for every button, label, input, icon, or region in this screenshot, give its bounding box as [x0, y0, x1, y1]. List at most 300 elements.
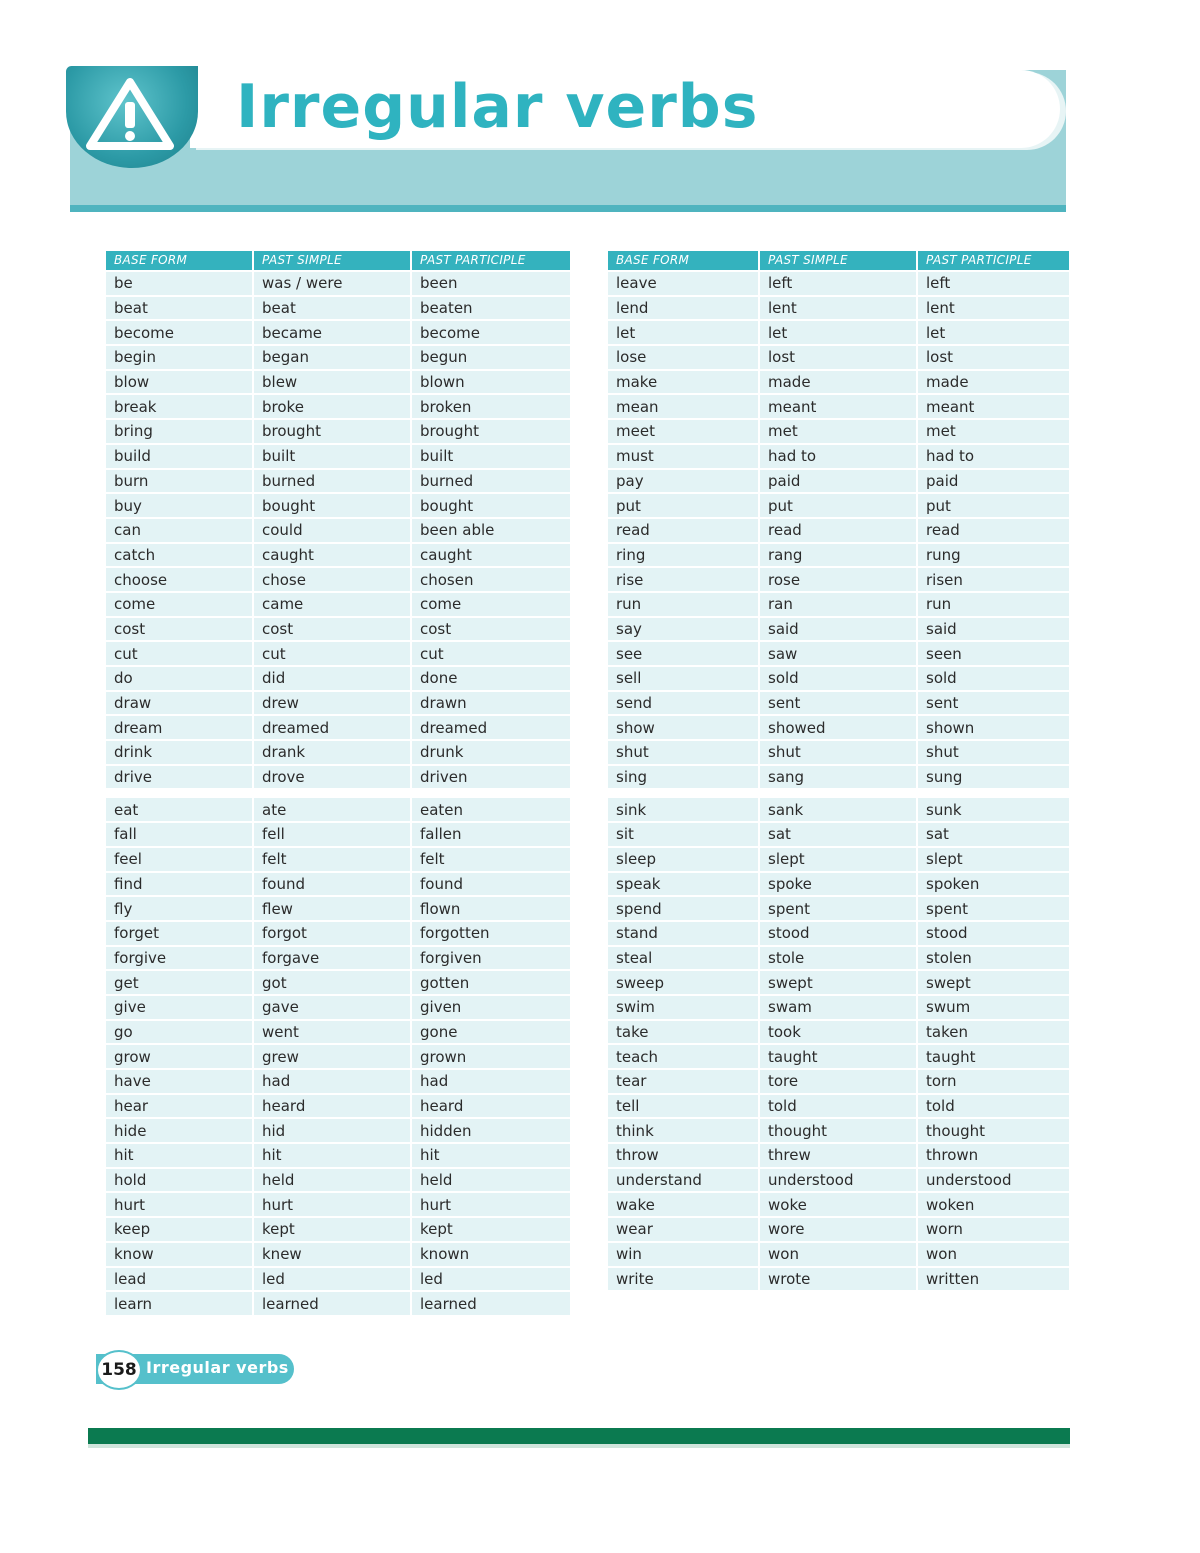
past-simple-cell: drove [254, 766, 410, 789]
table-row [106, 1169, 570, 1192]
base-form-cell: sing [608, 766, 758, 789]
base-form-cell: hear [106, 1095, 252, 1118]
base-form-cell: can [106, 519, 252, 542]
past-participle-cell: lent [918, 297, 1069, 320]
past-simple-cell: told [760, 1095, 916, 1118]
table-row [608, 519, 1069, 542]
past-simple-cell: held [254, 1169, 410, 1192]
base-form-cell: drink [106, 741, 252, 764]
base-form-cell: forget [106, 922, 252, 945]
past-simple-cell: spoke [760, 873, 916, 896]
table-row [608, 667, 1069, 690]
past-simple-cell: bought [254, 494, 410, 517]
separator-cell [608, 790, 758, 796]
past-participle-cell: led [412, 1268, 570, 1291]
past-simple-cell: came [254, 593, 410, 616]
base-form-cell: let [608, 321, 758, 344]
table-row [106, 823, 570, 846]
header-divider [70, 205, 1066, 212]
past-simple-cell: gave [254, 996, 410, 1019]
base-form-cell: hit [106, 1144, 252, 1167]
base-form-cell: bring [106, 420, 252, 443]
base-form-cell: make [608, 371, 758, 394]
table-row [608, 873, 1069, 896]
base-form-cell: mean [608, 395, 758, 418]
past-simple-cell: showed [760, 716, 916, 739]
group-separator [608, 790, 1069, 796]
table-row [106, 618, 570, 641]
base-form-cell: fall [106, 823, 252, 846]
table-row [106, 1095, 570, 1118]
past-simple-cell: read [760, 519, 916, 542]
past-simple-cell: did [254, 667, 410, 690]
past-participle-cell: built [412, 445, 570, 468]
past-simple-cell: brought [254, 420, 410, 443]
table-row [608, 494, 1069, 517]
table-row [106, 346, 570, 369]
past-participle-cell: learned [412, 1292, 570, 1315]
table-body [106, 272, 570, 1315]
past-simple-cell: forgave [254, 947, 410, 970]
past-participle-cell: shown [918, 716, 1069, 739]
table-row [608, 420, 1069, 443]
past-simple-cell: forgot [254, 922, 410, 945]
table-row [608, 272, 1069, 295]
table-row [106, 971, 570, 994]
past-participle-cell: sold [918, 667, 1069, 690]
past-simple-cell: said [760, 618, 916, 641]
base-form-cell: become [106, 321, 252, 344]
table-row [106, 692, 570, 715]
table-header-row [608, 251, 1069, 270]
base-form-cell: begin [106, 346, 252, 369]
base-form-cell: cost [106, 618, 252, 641]
past-simple-cell: spent [760, 897, 916, 920]
past-simple-cell: could [254, 519, 410, 542]
table-row [106, 395, 570, 418]
past-participle-cell: gotten [412, 971, 570, 994]
past-participle-cell: let [918, 321, 1069, 344]
table-row [106, 544, 570, 567]
past-simple-cell: beat [254, 297, 410, 320]
past-simple-cell: saw [760, 642, 916, 665]
past-participle-cell: bought [412, 494, 570, 517]
base-form-cell: sweep [608, 971, 758, 994]
past-simple-cell: shut [760, 741, 916, 764]
past-participle-cell: heard [412, 1095, 570, 1118]
verb-table-right [606, 249, 1071, 1292]
base-form-cell: learn [106, 1292, 252, 1315]
past-simple-cell: rang [760, 544, 916, 567]
table-row [106, 272, 570, 295]
base-form-cell: hold [106, 1169, 252, 1192]
table-row [106, 420, 570, 443]
table-row [106, 1218, 570, 1241]
past-simple-cell: understood [760, 1169, 916, 1192]
group-separator [106, 790, 570, 796]
past-simple-cell: drew [254, 692, 410, 715]
base-form-cell: throw [608, 1144, 758, 1167]
base-form-cell: blow [106, 371, 252, 394]
past-simple-cell: sent [760, 692, 916, 715]
table-row [608, 1119, 1069, 1142]
table-row [608, 1021, 1069, 1044]
table-row [106, 897, 570, 920]
table-row [106, 1045, 570, 1068]
table-row [608, 445, 1069, 468]
base-form-cell: pay [608, 470, 758, 493]
past-simple-cell: hurt [254, 1193, 410, 1216]
past-simple-cell: slept [760, 848, 916, 871]
past-participle-cell: had to [918, 445, 1069, 468]
past-participle-cell: lost [918, 346, 1069, 369]
base-form-cell: sit [608, 823, 758, 846]
past-participle-cell: come [412, 593, 570, 616]
base-form-cell: wear [608, 1218, 758, 1241]
past-simple-cell: thought [760, 1119, 916, 1142]
past-participle-cell: broken [412, 395, 570, 418]
base-form-cell: beat [106, 297, 252, 320]
past-participle-cell: hurt [412, 1193, 570, 1216]
table-row [106, 1292, 570, 1315]
base-form-cell: read [608, 519, 758, 542]
past-participle-cell: thrown [918, 1144, 1069, 1167]
past-participle-cell: chosen [412, 568, 570, 591]
past-participle-cell: rung [918, 544, 1069, 567]
base-form-cell: write [608, 1268, 758, 1291]
table-row [608, 996, 1069, 1019]
table-row [608, 741, 1069, 764]
table-row [608, 1218, 1069, 1241]
past-participle-cell: taught [918, 1045, 1069, 1068]
table-row [106, 741, 570, 764]
past-simple-cell: became [254, 321, 410, 344]
column-header-past-simple: PAST SIMPLE [760, 251, 916, 270]
base-form-cell: have [106, 1070, 252, 1093]
past-simple-cell: drank [254, 741, 410, 764]
base-form-cell: come [106, 593, 252, 616]
past-simple-cell: chose [254, 568, 410, 591]
past-simple-cell: left [760, 272, 916, 295]
past-participle-cell: become [412, 321, 570, 344]
table-row [106, 848, 570, 871]
past-simple-cell: broke [254, 395, 410, 418]
past-participle-cell: beaten [412, 297, 570, 320]
past-participle-cell: caught [412, 544, 570, 567]
base-form-cell: send [608, 692, 758, 715]
table-row [106, 593, 570, 616]
past-participle-cell: won [918, 1243, 1069, 1266]
past-participle-cell: had [412, 1070, 570, 1093]
base-form-cell: drive [106, 766, 252, 789]
base-form-cell: take [608, 1021, 758, 1044]
past-participle-cell: meant [918, 395, 1069, 418]
table-row [608, 947, 1069, 970]
base-form-cell: draw [106, 692, 252, 715]
past-participle-cell: swum [918, 996, 1069, 1019]
table-row [608, 593, 1069, 616]
table-row [106, 494, 570, 517]
past-participle-cell: forgotten [412, 922, 570, 945]
column-header-past-participle: PAST PARTICIPLE [412, 251, 570, 270]
base-form-cell: buy [106, 494, 252, 517]
past-participle-cell: given [412, 996, 570, 1019]
past-simple-cell: wrote [760, 1268, 916, 1291]
past-participle-cell: understood [918, 1169, 1069, 1192]
base-form-cell: sink [608, 798, 758, 821]
past-simple-cell: took [760, 1021, 916, 1044]
base-form-cell: sleep [608, 848, 758, 871]
base-form-cell: shut [608, 741, 758, 764]
base-form-cell: hide [106, 1119, 252, 1142]
table-row [608, 848, 1069, 871]
past-participle-cell: brought [412, 420, 570, 443]
table-row [608, 1243, 1069, 1266]
table-row [106, 445, 570, 468]
past-participle-cell: said [918, 618, 1069, 641]
table-row [106, 1268, 570, 1291]
table-row [106, 371, 570, 394]
past-participle-cell: flown [412, 897, 570, 920]
base-form-cell: eat [106, 798, 252, 821]
past-simple-cell: won [760, 1243, 916, 1266]
page-number: 158 [96, 1350, 142, 1390]
past-participle-cell: spoken [918, 873, 1069, 896]
separator-cell [760, 790, 916, 796]
past-participle-cell: forgiven [412, 947, 570, 970]
past-simple-cell: sang [760, 766, 916, 789]
past-simple-cell: swam [760, 996, 916, 1019]
table-row [106, 1119, 570, 1142]
footer-bar-shadow [88, 1444, 1070, 1448]
past-simple-cell: hit [254, 1144, 410, 1167]
base-form-cell: burn [106, 470, 252, 493]
table-row [608, 1268, 1069, 1291]
past-participle-cell: been [412, 272, 570, 295]
base-form-cell: catch [106, 544, 252, 567]
table-row [106, 1144, 570, 1167]
base-form-cell: meet [608, 420, 758, 443]
base-form-cell: run [608, 593, 758, 616]
footer-label: Irregular verbs [146, 1358, 289, 1377]
warning-icon [84, 76, 176, 152]
past-participle-cell: felt [412, 848, 570, 871]
past-participle-cell: grown [412, 1045, 570, 1068]
past-participle-cell: cut [412, 642, 570, 665]
base-form-cell: do [106, 667, 252, 690]
table-row [106, 519, 570, 542]
base-form-cell: sell [608, 667, 758, 690]
table-row [608, 395, 1069, 418]
past-simple-cell: knew [254, 1243, 410, 1266]
table-row [106, 1021, 570, 1044]
past-simple-cell: kept [254, 1218, 410, 1241]
past-participle-cell: taken [918, 1021, 1069, 1044]
column-header-past-simple: PAST SIMPLE [254, 251, 410, 270]
table-row [106, 798, 570, 821]
base-form-cell: teach [608, 1045, 758, 1068]
base-form-cell: lead [106, 1268, 252, 1291]
table-row [608, 642, 1069, 665]
base-form-cell: wake [608, 1193, 758, 1216]
table-row [608, 971, 1069, 994]
past-simple-cell: fell [254, 823, 410, 846]
past-simple-cell: went [254, 1021, 410, 1044]
past-simple-cell: grew [254, 1045, 410, 1068]
base-form-cell: be [106, 272, 252, 295]
past-participle-cell: met [918, 420, 1069, 443]
base-form-cell: forgive [106, 947, 252, 970]
table-row [608, 692, 1069, 715]
table-row [608, 1144, 1069, 1167]
past-simple-cell: dreamed [254, 716, 410, 739]
separator-cell [106, 790, 252, 796]
past-participle-cell: paid [918, 470, 1069, 493]
table-row [106, 297, 570, 320]
past-simple-cell: paid [760, 470, 916, 493]
base-form-cell: swim [608, 996, 758, 1019]
past-participle-cell: sat [918, 823, 1069, 846]
table-row [106, 766, 570, 789]
separator-cell [412, 790, 570, 796]
table-row [608, 1070, 1069, 1093]
table-row [106, 470, 570, 493]
table-row [608, 297, 1069, 320]
table-row [608, 371, 1069, 394]
table-row [608, 716, 1069, 739]
base-form-cell: rise [608, 568, 758, 591]
base-form-cell: grow [106, 1045, 252, 1068]
base-form-cell: stand [608, 922, 758, 945]
base-form-cell: tell [608, 1095, 758, 1118]
past-participle-cell: dreamed [412, 716, 570, 739]
table-row [106, 947, 570, 970]
past-participle-cell: worn [918, 1218, 1069, 1241]
table-row [608, 897, 1069, 920]
past-participle-cell: torn [918, 1070, 1069, 1093]
table-row [608, 346, 1069, 369]
past-participle-cell: read [918, 519, 1069, 542]
past-simple-cell: heard [254, 1095, 410, 1118]
past-simple-cell: learned [254, 1292, 410, 1315]
table-row [608, 766, 1069, 789]
base-form-cell: show [608, 716, 758, 739]
base-form-cell: get [106, 971, 252, 994]
base-form-cell: leave [608, 272, 758, 295]
past-participle-cell: stolen [918, 947, 1069, 970]
past-participle-cell: risen [918, 568, 1069, 591]
past-participle-cell: found [412, 873, 570, 896]
past-simple-cell: sat [760, 823, 916, 846]
base-form-cell: lose [608, 346, 758, 369]
column-header-base-form: BASE FORM [106, 251, 252, 270]
past-simple-cell: lent [760, 297, 916, 320]
base-form-cell: put [608, 494, 758, 517]
base-form-cell: say [608, 618, 758, 641]
past-participle-cell: driven [412, 766, 570, 789]
column-header-base-form: BASE FORM [608, 251, 758, 270]
base-form-cell: fly [106, 897, 252, 920]
base-form-cell: know [106, 1243, 252, 1266]
past-simple-cell: blew [254, 371, 410, 394]
past-simple-cell: threw [760, 1144, 916, 1167]
table-row [608, 1045, 1069, 1068]
past-simple-cell: led [254, 1268, 410, 1291]
table-row [106, 996, 570, 1019]
base-form-cell: give [106, 996, 252, 1019]
table-row [608, 1095, 1069, 1118]
past-participle-cell: sung [918, 766, 1069, 789]
past-participle-cell: thought [918, 1119, 1069, 1142]
past-simple-cell: flew [254, 897, 410, 920]
table-row [608, 544, 1069, 567]
past-participle-cell: drunk [412, 741, 570, 764]
table-body [608, 272, 1069, 1290]
past-simple-cell: cut [254, 642, 410, 665]
table-row [106, 716, 570, 739]
past-simple-cell: wore [760, 1218, 916, 1241]
past-participle-cell: told [918, 1095, 1069, 1118]
base-form-cell: understand [608, 1169, 758, 1192]
past-simple-cell: stole [760, 947, 916, 970]
base-form-cell: speak [608, 873, 758, 896]
past-participle-cell: stood [918, 922, 1069, 945]
table-row [106, 1070, 570, 1093]
table-row [608, 321, 1069, 344]
past-participle-cell: sunk [918, 798, 1069, 821]
past-participle-cell: drawn [412, 692, 570, 715]
past-simple-cell: let [760, 321, 916, 344]
past-simple-cell: hid [254, 1119, 410, 1142]
table-header-row [106, 251, 570, 270]
table-row [106, 321, 570, 344]
past-simple-cell: built [254, 445, 410, 468]
past-participle-cell: kept [412, 1218, 570, 1241]
past-participle-cell: held [412, 1169, 570, 1192]
past-simple-cell: found [254, 873, 410, 896]
base-form-cell: choose [106, 568, 252, 591]
table-row [106, 568, 570, 591]
past-simple-cell: sold [760, 667, 916, 690]
past-simple-cell: swept [760, 971, 916, 994]
separator-cell [254, 790, 410, 796]
table-row [106, 667, 570, 690]
table-row [608, 823, 1069, 846]
past-participle-cell: hit [412, 1144, 570, 1167]
base-form-cell: cut [106, 642, 252, 665]
past-simple-cell: began [254, 346, 410, 369]
past-simple-cell: burned [254, 470, 410, 493]
verb-table-left [104, 249, 572, 1317]
past-simple-cell: woke [760, 1193, 916, 1216]
past-participle-cell: woken [918, 1193, 1069, 1216]
past-participle-cell: eaten [412, 798, 570, 821]
table-row [106, 1243, 570, 1266]
past-participle-cell: written [918, 1268, 1069, 1291]
base-form-cell: tear [608, 1070, 758, 1093]
base-form-cell: see [608, 642, 758, 665]
past-participle-cell: left [918, 272, 1069, 295]
past-participle-cell: fallen [412, 823, 570, 846]
table-row [608, 470, 1069, 493]
past-participle-cell: blown [412, 371, 570, 394]
table-row [106, 922, 570, 945]
footer-bar [88, 1428, 1070, 1444]
column-header-past-participle: PAST PARTICIPLE [918, 251, 1069, 270]
table-row [608, 568, 1069, 591]
past-simple-cell: lost [760, 346, 916, 369]
base-form-cell: win [608, 1243, 758, 1266]
